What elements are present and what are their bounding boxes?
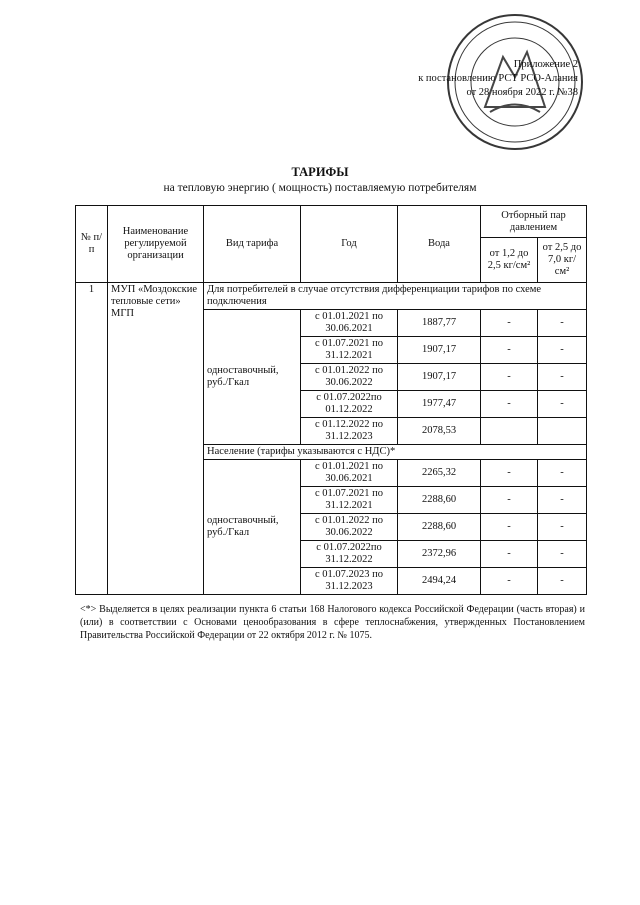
steam-pressure-1-cell: - bbox=[481, 310, 538, 337]
water-tariff-cell: 2288,60 bbox=[398, 487, 481, 514]
steam-pressure-1-cell: - bbox=[481, 568, 538, 595]
group-label: Для потребителей в случае отсутствия дифференциации тарифов по схеме подключения bbox=[204, 283, 587, 310]
water-tariff-cell: 2265,32 bbox=[398, 460, 481, 487]
steam-pressure-1-cell: - bbox=[481, 364, 538, 391]
steam-pressure-1-cell: - bbox=[481, 514, 538, 541]
water-tariff-cell: 2372,96 bbox=[398, 541, 481, 568]
appendix-line-2: к постановлению РСТ РСО-Алания bbox=[418, 73, 578, 84]
steam-pressure-1-cell: - bbox=[481, 541, 538, 568]
appendix-reference bbox=[418, 58, 578, 100]
steam-pressure-1-cell: - bbox=[481, 391, 538, 418]
header-pressure-1: от 1,2 до 2,5 кг/см² bbox=[481, 238, 538, 283]
water-tariff-cell: 2078,53 bbox=[398, 418, 481, 445]
tariff-type: одноставочный, руб./Гкал bbox=[204, 460, 301, 595]
period-cell: с 01.12.2022 по 31.12.2023 bbox=[301, 418, 398, 445]
group-header-row bbox=[76, 283, 587, 310]
period-cell: с 01.01.2022 по 30.06.2022 bbox=[301, 514, 398, 541]
tariff-table bbox=[75, 205, 587, 595]
main-content bbox=[75, 205, 586, 642]
footnote: <*> Выделяется в целях реализации пункта 6 статьи 168 Налогового кодекса Российской Федерации (часть вторая) и (или) в соответствии с Основами ценообразования в сфере теплоснабжения, утвержденных Постановлением Правительства Российской Федерации от 22 октября 2012 г. № 1075. bbox=[80, 604, 585, 641]
period-cell: с 01.07.2021 по 31.12.2021 bbox=[301, 337, 398, 364]
steam-pressure-2-cell: - bbox=[538, 541, 587, 568]
water-tariff-cell: 2494,24 bbox=[398, 568, 481, 595]
period-cell: с 01.07.2022по 31.12.2022 bbox=[301, 541, 398, 568]
steam-pressure-2-cell: - bbox=[538, 391, 587, 418]
row-number: 1 bbox=[76, 283, 108, 595]
water-tariff-cell: 1907,17 bbox=[398, 364, 481, 391]
group-label: Население (тарифы указываются с НДС)* bbox=[204, 445, 587, 460]
organization-name: МУП «Моздокские тепловые сети» МГП bbox=[108, 283, 204, 595]
steam-pressure-2-cell: - bbox=[538, 568, 587, 595]
steam-pressure-2-cell: - bbox=[538, 460, 587, 487]
steam-pressure-2-cell: - bbox=[538, 364, 587, 391]
header-org: Наименование регулируемой организации bbox=[108, 206, 204, 283]
appendix-line-3: от 28 ноября 2022 г. №38 bbox=[466, 87, 578, 98]
period-cell: с 01.07.2021 по 31.12.2021 bbox=[301, 487, 398, 514]
steam-pressure-2-cell bbox=[538, 418, 587, 445]
document-subtitle: на тепловую энергию ( мощность) поставляемую потребителям bbox=[163, 182, 477, 194]
steam-pressure-2-cell: - bbox=[538, 487, 587, 514]
steam-pressure-1-cell: - bbox=[481, 337, 538, 364]
period-cell: с 01.01.2021 по 30.06.2021 bbox=[301, 310, 398, 337]
document-title: ТАРИФЫ bbox=[291, 165, 349, 179]
steam-pressure-2-cell: - bbox=[538, 337, 587, 364]
water-tariff-cell: 1977,47 bbox=[398, 391, 481, 418]
header-steam: Отборный пар давлением bbox=[481, 206, 587, 238]
appendix-line-1: Приложение 2 bbox=[513, 59, 578, 70]
steam-pressure-2-cell: - bbox=[538, 514, 587, 541]
tariff-type: одноставочный, руб./Гкал bbox=[204, 310, 301, 445]
period-cell: с 01.01.2021 по 30.06.2021 bbox=[301, 460, 398, 487]
water-tariff-cell: 1907,17 bbox=[398, 337, 481, 364]
period-cell: с 01.01.2022 по 30.06.2022 bbox=[301, 364, 398, 391]
period-cell: с 01.07.2022по 01.12.2022 bbox=[301, 391, 398, 418]
steam-pressure-2-cell: - bbox=[538, 310, 587, 337]
header-num: № п/п bbox=[76, 206, 108, 283]
header-year: Год bbox=[301, 206, 398, 283]
steam-pressure-1-cell bbox=[481, 418, 538, 445]
steam-pressure-1-cell: - bbox=[481, 487, 538, 514]
header-water: Вода bbox=[398, 206, 481, 283]
water-tariff-cell: 2288,60 bbox=[398, 514, 481, 541]
water-tariff-cell: 1887,77 bbox=[398, 310, 481, 337]
period-cell: с 01.07.2023 по 31.12.2023 bbox=[301, 568, 398, 595]
header-pressure-2: от 2,5 до 7,0 кг/см² bbox=[538, 238, 587, 283]
steam-pressure-1-cell: - bbox=[481, 460, 538, 487]
header-type: Вид тарифа bbox=[204, 206, 301, 283]
